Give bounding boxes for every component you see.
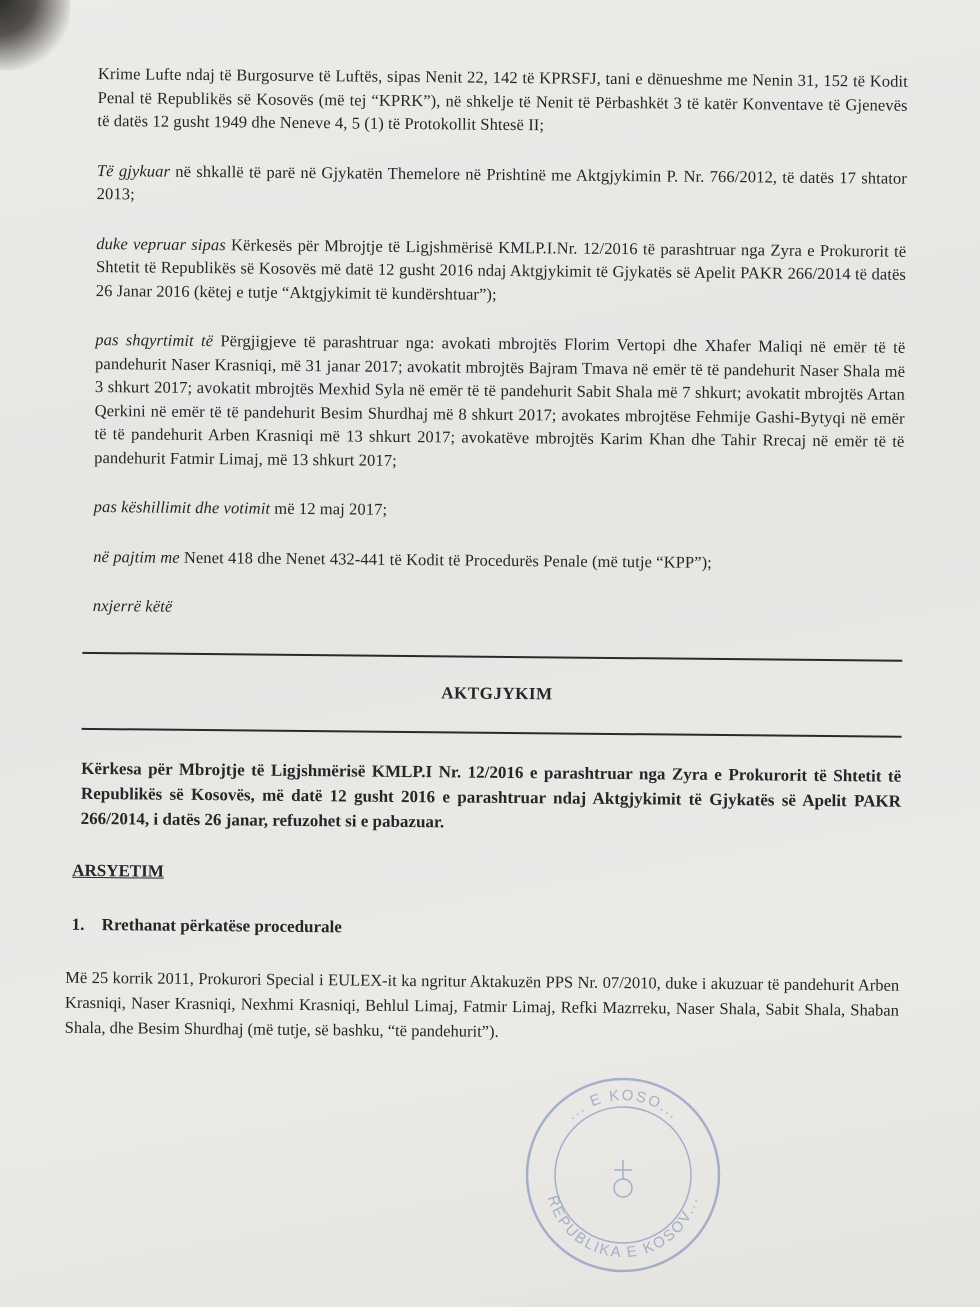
photo-corner-shadow [0,0,70,70]
paragraph-first-instance [97,158,907,213]
paragraph-issues [93,594,903,625]
paragraph-text: në shkallë të parë në Gjykatën Themelore në Prishtinë me Aktgjykimin P. Nr. 766/2012, të datës 17 shtator 2013; [96,161,908,204]
section-heading: ARSYETIM [72,860,164,881]
procedural-paragraph: Më 25 korrik 2011, Prokurori Special i EULEX-it ka ngritur Aktakuzën PPS Nr. 07/2010, duke i akuzuar të pandehurit Arben Krasniqi, Naser Krasniqi, Nexhmi Krasniqi, Behlul Limaj, Fatmir Limaj, Refki Mazrreku, Naser Shala, Sabit Shala, Shaban Shala, dhe Besim Shurdhaj (më tutje, së bashku, “të pandehurit”). [64,967,900,1041]
paragraph-request [96,231,907,309]
paragraph-text: Kërkesës për Mbrojtje të Ligjshmërisë KMLP.I.Nr. 12/2016 të parashtruar nga Zyra e Prokurorit të Shtetit të Republikës së Kosovës më datë 12 gusht 2016 ndaj Aktgjykimit të Gjykatës së Apelit PAKR 266/2014 të datës 26 Janar 2016 (këtej e tutje “Aktgjykimit të kundërshtuar”); [95,234,907,304]
document-body [64,62,908,1064]
stamp-bottom-text: REPUBLIKA E KOSOV... [543,1193,702,1262]
paragraph-lead: në pajtim me [93,546,180,567]
paragraph-lead: pas këshillimit dhe votimit [93,496,271,518]
stamp-emblem-icon [614,1160,632,1197]
paragraph-lead: duke vepruar sipas [96,233,226,254]
divider-top [82,651,902,661]
paragraph-text: Krime Lufte ndaj të Burgosurve të Luftës, sipas Nenit 22, 142 të KPRSFJ, tani e dënueshme me Nenin 31, 152 të Kodit Penal të Republikës së Kosovës (më tej “KPRK”), në shkelje të Nenit të Përbashkët 3 të katër Konventave të Gjenevës të datës 12 gusht 1949 dhe Neneve 4, 5 (1) të Protokollit Shtesë II; [97,63,908,135]
paragraph-lead: nxjerrë këtë [92,595,173,616]
paragraph-legal-basis [93,544,903,575]
stamp-top-text: ... E KOSO... [563,1086,683,1124]
judgment-title: AKTGJYKIM [441,682,553,703]
paragraph-text: Përgjigjeve të parashtruar nga: avokati mbrojtës Florim Vertopi dhe Xhafer Maliqi në emër të të pandehurit Naser Krasniqi, më 31 janar 2017; avokatit mbrojtës Bajram Tmava në emër të të pandehurit Naser Shala më 3 shkurt 2017; avokatit mbrojtës Mexhid Syla në emër të të pandehurit Sabit Shala më 7 shkurt; avokatit mbrojtës Artan Qerkini në emër të të pandehurit Besim Shurdhaj më 8 shkurt 2017; avokates mbrojtëse Fehmije Gashi-Bytyqi në emër të të pandehurit Arben Krasniqi më 13 shkurt 2017; avokatëve mbrojtës Karim Khan dhe Tahir Rrecaj në emër të të pandehurit Fatmir Limaj, më 13 shkurt 2017; [94,331,906,470]
paragraph-lead: Të gjykuar [96,160,171,181]
paragraph-text: Nenet 418 dhe Nenet 432-441 të Kodit të Procedurës Penale (më tutje “KPP”); [179,547,713,572]
subsection-title: Rrethanat përkatëse procedurale [101,914,342,936]
paragraph-charges [97,62,908,140]
subsection-number: 1. [71,914,85,934]
paragraph-text: më 12 maj 2017; [270,498,388,519]
court-stamp [518,1070,728,1280]
verdict-paragraph: Kërkesa për Mbrojtje të Ligjshmërisë KMLP.I Nr. 12/2016 e parashtruar nga Zyra e Prokurorit të Shtetit të Republikës së Kosovës, më datë 12 gusht 2016 e parashtruar ndaj Aktgjykimit të Gjykatës së Apelit PAKR 266/2014, i datës 26 janar, refuzohet si e pabazuar. [80,758,902,831]
paragraph-responses [94,328,905,477]
subsection-heading [72,914,900,942]
divider-bottom [82,727,902,737]
paragraph-deliberation [94,495,904,526]
paragraph-lead: pas shqyrtimit të [95,329,214,351]
